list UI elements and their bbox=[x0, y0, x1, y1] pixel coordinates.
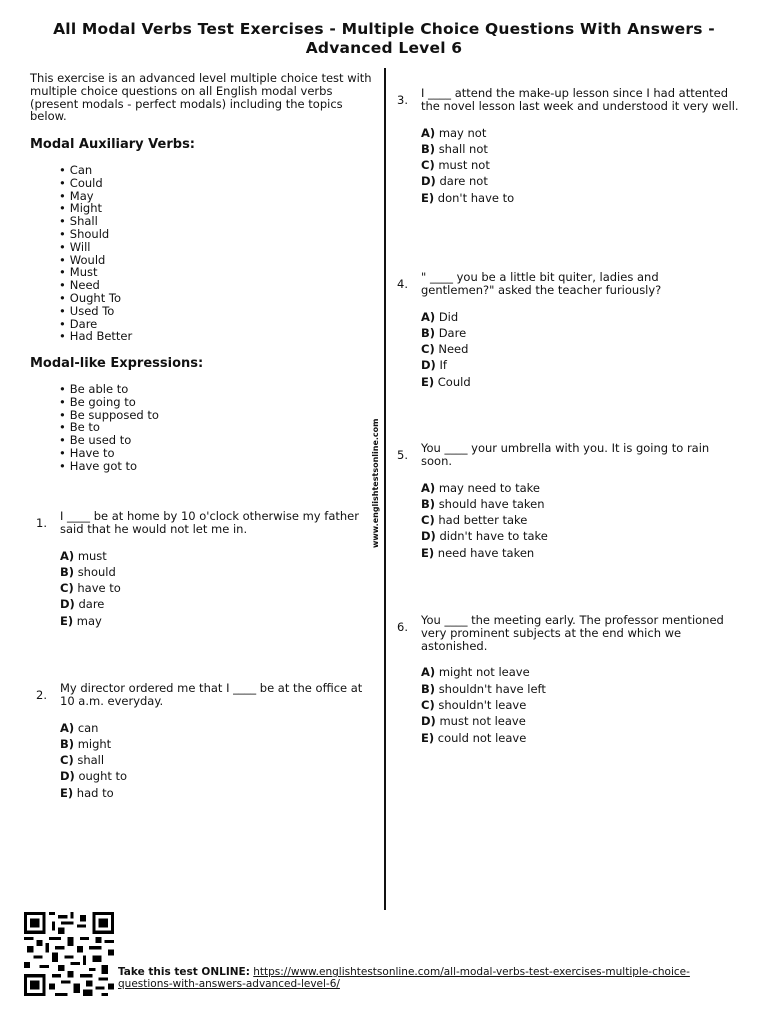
question-number: 5. bbox=[397, 448, 408, 462]
answer-option[interactable]: E) don't have to bbox=[421, 190, 515, 205]
question-text: You ____ your umbrella with you. It is going to rain soon. bbox=[421, 441, 710, 468]
answer-option[interactable]: B) shall not bbox=[421, 141, 488, 156]
side-watermark: www.englishtestsonline.com bbox=[371, 418, 380, 548]
page-title bbox=[0, 20, 768, 58]
title-line-1: All Modal Verbs Test Exercises - Multiple Choice Questions With Answers - bbox=[53, 20, 715, 38]
answer-option[interactable]: D) If bbox=[421, 358, 447, 373]
answer-option[interactable]: B) shouldn't have left bbox=[421, 681, 546, 696]
list-item: • May bbox=[59, 190, 132, 203]
question-3 bbox=[397, 87, 741, 206]
answer-option[interactable]: C) Need bbox=[421, 342, 469, 357]
answer-option[interactable]: A) may not bbox=[421, 125, 487, 140]
question-number: 2. bbox=[36, 688, 47, 702]
question-number: 4. bbox=[397, 277, 408, 291]
list-item: • Have to bbox=[59, 447, 159, 460]
question-number: 6. bbox=[397, 620, 408, 634]
answer-option[interactable]: B) might bbox=[60, 736, 112, 751]
qr-code-icon[interactable] bbox=[24, 912, 114, 996]
question-2 bbox=[36, 682, 370, 801]
answer-options bbox=[60, 720, 370, 801]
question-1 bbox=[36, 510, 370, 629]
question-text: " ____ you be a little bit quiter, ladies and gentlemen?" asked the teacher furiously? bbox=[421, 270, 662, 297]
list-item: • Be supposed to bbox=[59, 409, 159, 422]
answer-option[interactable]: A) may need to take bbox=[421, 480, 540, 495]
title-line-2: Advanced Level 6 bbox=[305, 39, 463, 57]
question-number: 3. bbox=[397, 93, 408, 107]
answer-option[interactable]: C) have to bbox=[60, 581, 121, 596]
answer-option[interactable]: E) had to bbox=[60, 785, 114, 800]
answer-option[interactable]: D) didn't have to take bbox=[421, 529, 548, 544]
question-number: 1. bbox=[36, 516, 47, 530]
list-item: • Be going to bbox=[59, 396, 159, 409]
answer-option[interactable]: A) Did bbox=[421, 309, 459, 324]
answer-option[interactable]: E) could not leave bbox=[421, 730, 527, 745]
question-4 bbox=[397, 271, 711, 390]
list-item: • Must bbox=[59, 266, 132, 279]
list-item: • Have got to bbox=[59, 460, 159, 473]
answer-option[interactable]: E) Could bbox=[421, 374, 471, 389]
footer-label: Take this test ONLINE: bbox=[118, 966, 250, 978]
list-item: • Should bbox=[59, 228, 132, 241]
question-text: I ____ be at home by 10 o'clock otherwise my father said that he would not let me in. bbox=[60, 509, 359, 536]
answer-option[interactable]: C) shouldn't leave bbox=[421, 697, 527, 712]
intro-paragraph: This exercise is an advanced level multiple choice test with multiple choice questions on all English modal verbs (present modals - perfect modals) including the topics below. bbox=[30, 71, 372, 124]
column-divider bbox=[384, 68, 386, 910]
list-item: • Shall bbox=[59, 215, 132, 228]
list-item: • Might bbox=[59, 202, 132, 215]
answer-option[interactable]: E) need have taken bbox=[421, 545, 535, 560]
answer-option[interactable]: A) might not leave bbox=[421, 665, 530, 680]
question-text: My director ordered me that I ____ be at the office at 10 a.m. everyday. bbox=[60, 681, 363, 708]
modal-aux-heading: Modal Auxiliary Verbs: bbox=[30, 137, 196, 152]
answer-options bbox=[421, 125, 741, 206]
list-item: • Dare bbox=[59, 318, 132, 331]
question-5 bbox=[397, 442, 726, 561]
answer-options bbox=[421, 309, 711, 390]
list-item: • Will bbox=[59, 241, 132, 254]
answer-options bbox=[60, 548, 370, 629]
answer-options bbox=[421, 664, 736, 745]
test-link[interactable]: https://www.englishtestsonline.com/all-modal-verbs-test-exercises-multiple-choice-questions-with-answers-advanced-level-6/ bbox=[118, 966, 690, 990]
answer-option[interactable]: A) must bbox=[60, 548, 107, 563]
answer-option[interactable]: D) ought to bbox=[60, 769, 128, 784]
list-item: • Would bbox=[59, 254, 132, 267]
answer-option[interactable]: B) Dare bbox=[421, 325, 467, 340]
answer-option[interactable]: C) had better take bbox=[421, 513, 528, 528]
answer-options bbox=[421, 480, 726, 561]
question-6 bbox=[397, 614, 736, 746]
answer-option[interactable]: A) can bbox=[60, 720, 99, 735]
list-item: • Had Better bbox=[59, 330, 132, 343]
answer-option[interactable]: D) must not leave bbox=[421, 714, 526, 729]
modal-like-heading: Modal-like Expressions: bbox=[30, 356, 204, 371]
question-text: I ____ attend the make-up lesson since I had attented the novel lesson last week and understood it very well. bbox=[421, 86, 739, 113]
answer-option[interactable]: C) shall bbox=[60, 753, 105, 768]
answer-option[interactable]: B) should have taken bbox=[421, 496, 545, 511]
answer-option[interactable]: B) should bbox=[60, 564, 116, 579]
answer-option[interactable]: E) may bbox=[60, 613, 102, 628]
list-item: • Can bbox=[59, 164, 132, 177]
list-item: • Be able to bbox=[59, 383, 159, 396]
modal-like-list bbox=[59, 383, 159, 473]
question-text: You ____ the meeting early. The professor mentioned very prominent subjects at the end which we astonished. bbox=[421, 613, 724, 653]
list-item: • Used To bbox=[59, 305, 132, 318]
footer bbox=[118, 966, 718, 990]
list-item: • Could bbox=[59, 177, 132, 190]
list-item: • Be used to bbox=[59, 434, 159, 447]
list-item: • Need bbox=[59, 279, 132, 292]
answer-option[interactable]: C) must not bbox=[421, 158, 490, 173]
answer-option[interactable]: D) dare not bbox=[421, 174, 488, 189]
modal-aux-list bbox=[59, 164, 132, 343]
list-item: • Be to bbox=[59, 421, 159, 434]
answer-option[interactable]: D) dare bbox=[60, 597, 105, 612]
list-item: • Ought To bbox=[59, 292, 132, 305]
